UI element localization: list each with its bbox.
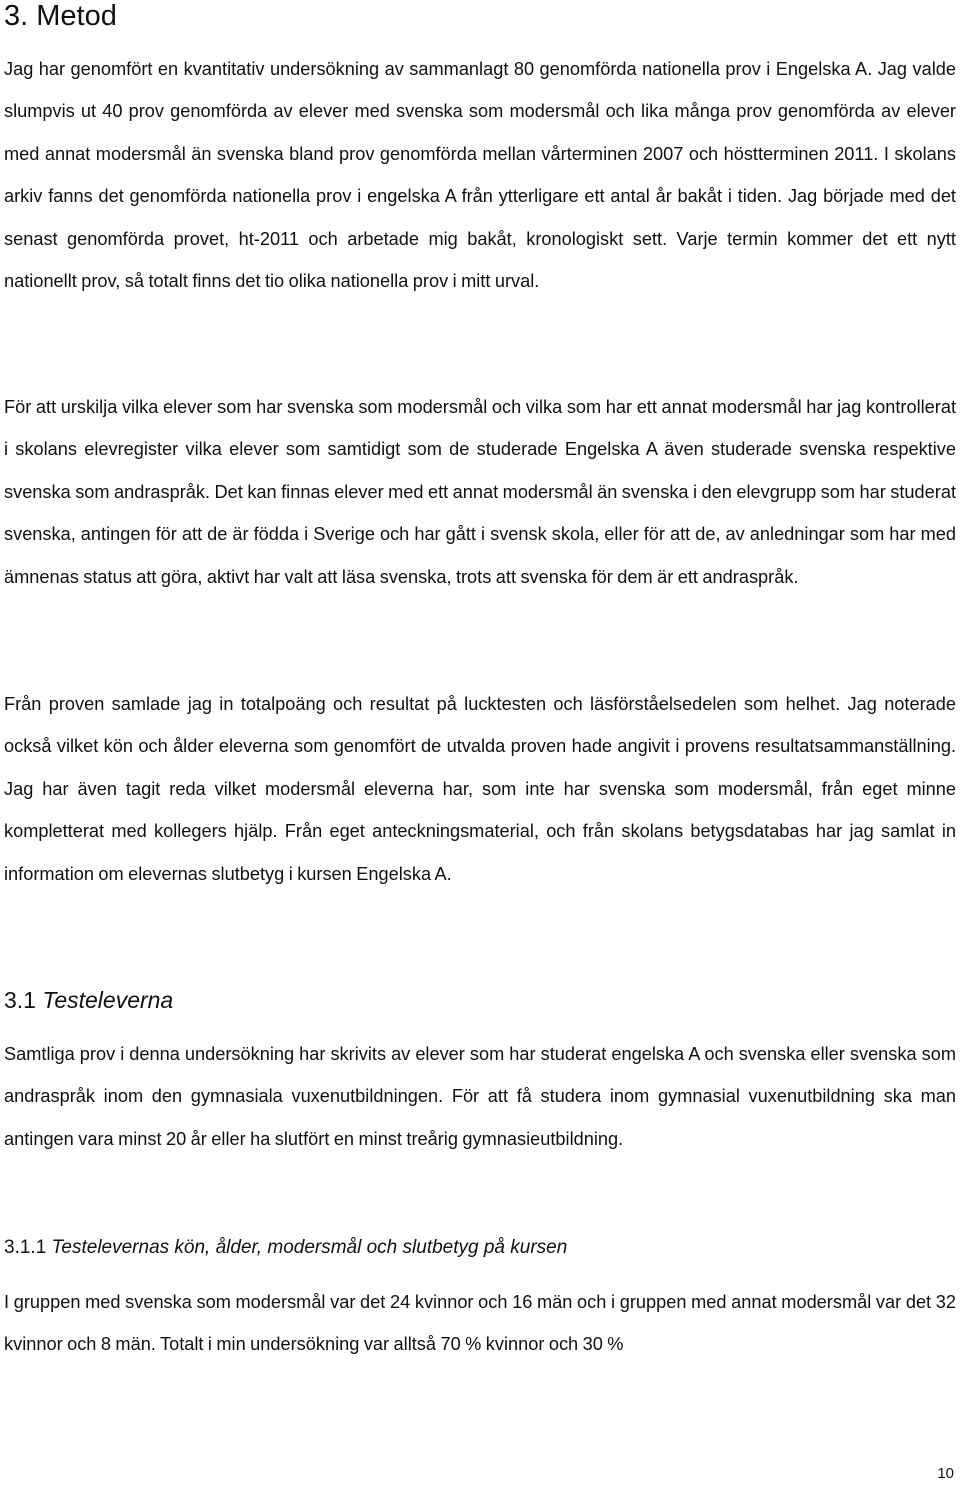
subsubsection-number: 3.1.1	[4, 1237, 47, 1258]
subsection-heading	[4, 985, 173, 1015]
subsubsection-title: Testelevernas kön, ålder, modersmål och slutbetyg på kursen	[51, 1237, 568, 1258]
paragraph-data-collection: Från proven samlade jag in totalpoäng och resultat på lucktesten och läsförståelsedelen som helhet. Jag noterade också vilket kön och ålder eleverna som genomfört de utvalda proven hade angivit i provens resultatsammanställning. Jag har även tagit reda vilket modersmål eleverna har, som inte har svenska som modersmål, från eget minne kompletterat med kollegers hjälp. Från eget anteckningsmaterial, och från skolans betygsdatabas har jag samlat in information om elevernas slutbetyg i kursen Engelska A.	[4, 694, 956, 884]
paragraph-selection: För att urskilja vilka elever som har svenska som modersmål och vilka som har ett annat modersmål har jag kontrollerat i skolans elevregister vilka elever som samtidigt som de studerade Engelska A även studerade svenska respektive svenska som andraspråk. Det kan finnas elever med ett annat modersmål än svenska i den elevgrupp som har studerat svenska, antingen för att de är födda i Sverige och har gått i svensk skola, eller för att de, av anledningar som har med ämnenas status att göra, aktivt har valt att läsa svenska, trots att svenska för dem är ett andraspråk.	[4, 397, 956, 587]
paragraph-intro: Jag har genomfört en kvantitativ undersökning av sammanlagt 80 genomförda nationella prov i Engelska A. Jag valde slumpvis ut 40 prov genomförda av elever med svenska som modersmål och lika många prov genomförda av elever med annat modersmål än svenska bland prov genomförda mellan vårterminen 2007 och höstterminen 2011. I skolans arkiv fanns det genomförda nationella prov i engelska A från ytterligare ett antal år bakåt i tiden. Jag började med det senast genomförda provet, ht-2011 och arbetade mig bakåt, kronologiskt sett. Varje termin kommer det ett nytt nationellt prov, så totalt finns det tio olika nationella prov i mitt urval.	[4, 59, 956, 292]
subsection-number: 3.1	[4, 987, 36, 1013]
section-heading	[4, 0, 117, 34]
paragraph-testeleverna: Samtliga prov i denna undersökning har skrivits av elever som har studerat engelska A och svenska eller svenska som andraspråk inom den gymnasiala vuxenutbildningen. För att få studera inom gymnasial vuxenutbildning ska man antingen vara minst 20 år eller ha slutfört en minst treårig gymnasieutbildning.	[4, 1044, 956, 1149]
subsection-title: Testeleverna	[42, 987, 174, 1013]
paragraph-gender-age: I gruppen med svenska som modersmål var det 24 kvinnor och 16 män och i gruppen med annat modersmål var det 32 kvinnor och 8 män. Totalt i min undersökning var alltså 70 % kvinnor och 30 %	[4, 1292, 956, 1355]
page-number: 10	[937, 1465, 954, 1482]
section-number: 3.	[4, 0, 29, 32]
subsubsection-heading	[4, 1235, 567, 1261]
section-title: Metod	[36, 0, 117, 32]
